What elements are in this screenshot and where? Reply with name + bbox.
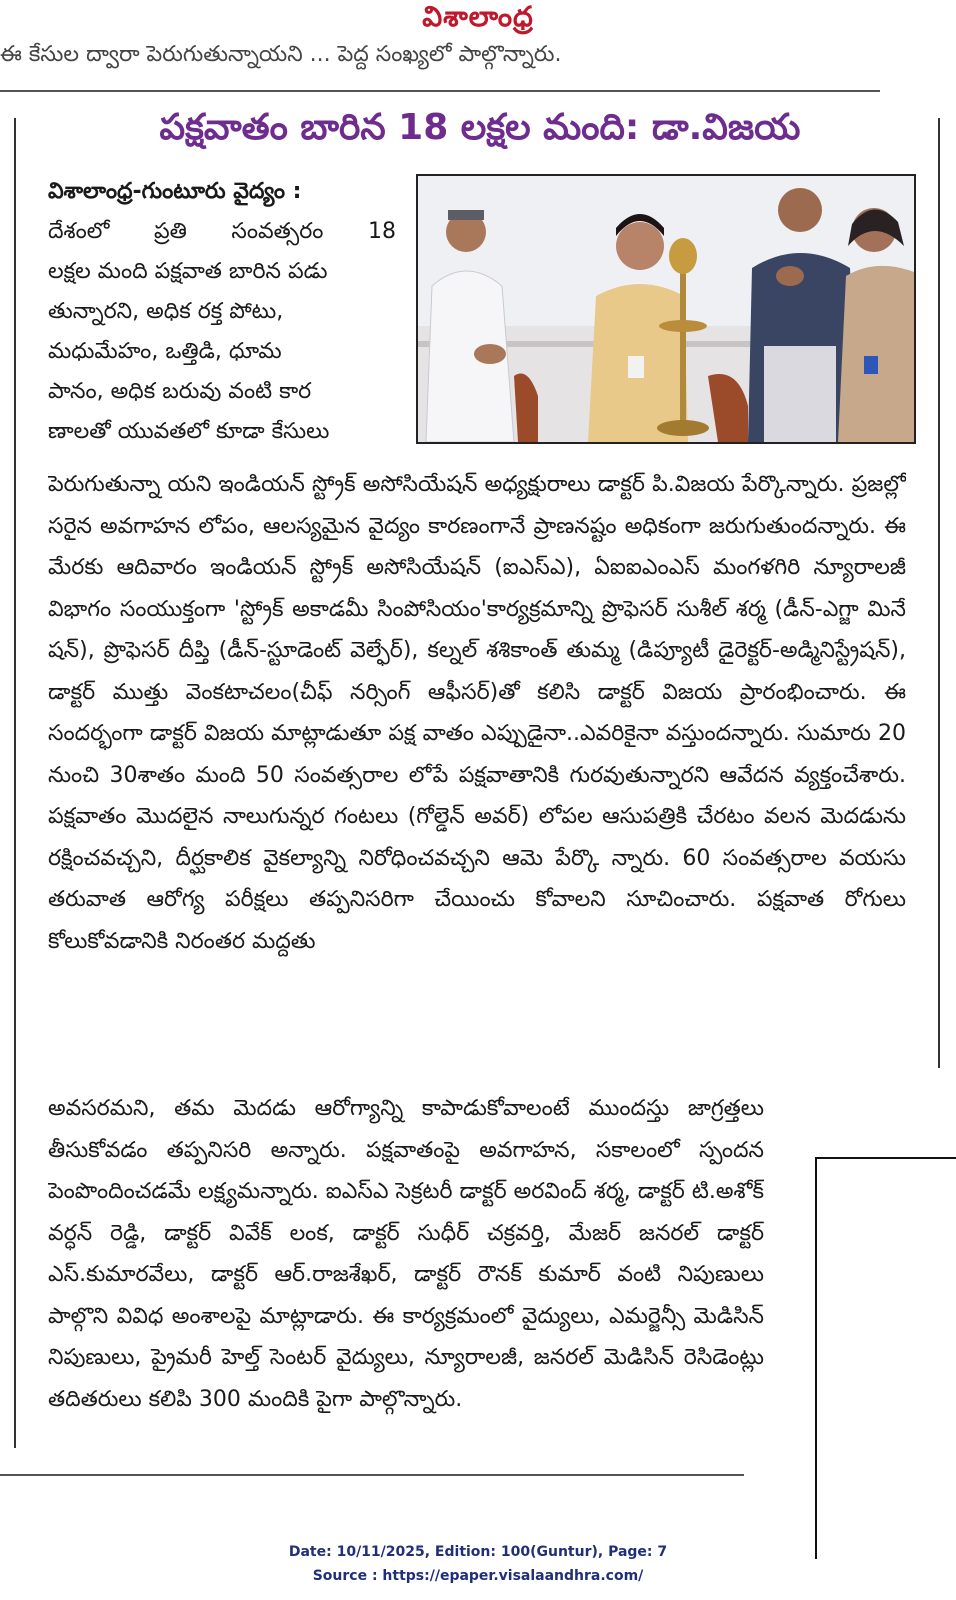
right-rule xyxy=(938,118,940,1068)
body-column-beside-photo xyxy=(48,212,396,452)
source-footer xyxy=(0,1540,956,1588)
article-body-full: పెరుగుతున్నా యని ఇండియన్ స్ట్రోక్ అసోసియేషన్ అధ్యక్షురాలు డాక్టర్ పి.విజయ పేర్కొన్నారు. ప్రజల్లో సరైన అవగాహన లోపం, ఆలస్యమైన వైద్యం కారణంగానే ప్రాణనష్టం అధికంగా జరుగుతుందన్నారు. ఈ మేరకు ఆదివారం ఇండియన్ స్ట్రోక్ అసోసియేషన్ (ఐఎస్ఎ), ఏఐఐఎంఎస్ మంగళగిరి న్యూరాలజీ విభాగం సంయుక్తంగా 'స్ట్రోక్ అకాడమీ సింపోసియం'కార్యక్రమాన్ని ప్రొఫెసర్ సుశీల్ శర్మ (డీన్-ఎగ్జా మినే షన్), ప్రొఫెసర్ దీప్తి (డీన్-స్టూడెంట్ వెల్ఫేర్), కల్నల్ శశికాంత్ తుమ్మ (డిప్యూటీ డైరెక్టర్-అడ్మినిస్ట్రేషన్), డాక్టర్ ముత్తు వెంకటాచలం(చీఫ్ నర్సింగ్ ఆఫీసర్)తో కలిసి డాక్టర్ విజయ ప్రారంభించారు. ఈ సందర్భంగా డాక్టర్ విజయ మాట్లాడుతూ పక్ష వాతం ఎప్పుడైనా..ఎవరికైనా వస్తుందన్నారు. సుమారు 20 నుంచి 30శాతం మంది 50 సంవత్సరాల లోపే పక్షవాతానికి గురవుతున్నారని ఆవేదన వ్యక్తంచేశారు. పక్షవాతం మొదలైన నాలుగున్నర గంటలు (గోల్డెన్ అవర్) లోపల ఆసుపత్రికి చేరటం వలన మెదడును రక్షించవచ్చని, దీర్ఘకాలిక వైకల్యాన్ని నిరోధించవచ్చని ఆమె పేర్కొ న్నారు. 60 సంవత్సరాల వయసు తరువాత ఆరోగ్య పరీక్షలు తప్పనిసరిగా చేయించు కోవాలని సూచించారు. పక్షవాత రోగులు కోలుకోవడానికి నిరంతర మద్దతు xyxy=(48,472,906,954)
body-line: మధుమేహం, ఒత్తిడి, ధూమ xyxy=(48,339,282,364)
left-rule xyxy=(14,118,16,1448)
top-rule xyxy=(0,90,880,92)
article-headline: పక్షవాతం బారిన 18 లక్షల మంది: డా.విజయ xyxy=(159,107,801,148)
footer-date-line: Date: 10/11/2025, Edition: 100(Guntur), Page: 7 xyxy=(288,1544,668,1560)
article-body-narrow: అవసరమని, తమ మెదడు ఆరోగ్యాన్ని కాపాడుకోవాలంటే ముందస్తు జాగ్రత్తలు తీసుకోవడం తప్పనిసరి అన్నారు. పక్షవాతంపై అవగాహన, సకాలంలో స్పందన పెంపొందించడమే లక్ష్యమన్నారు. ఐఎస్ఎ సెక్రటరీ డాక్టర్ అరవింద్ శర్మ, డాక్టర్ టి.అశోక్ వర్ధన్ రెడ్డి, డాక్టర్ వివేక్ లంక, డాక్టర్ సుధీర్ చక్రవర్తి, మేజర్ జనరల్ డాక్టర్ ఎస్.కుమారవేలు, డాక్టర్ ఆర్.రాజశేఖర్, డాక్టర్ రౌనక్ కుమార్ వంటి నిపుణులు పాల్గొని వివిధ అంశాలపై మాట్లాడారు. ఈ కార్యక్రమంలో వైద్యులు, ఎమర్జెన్సీ మెడిసిన్ నిపుణులు, ప్రైమరీ హెల్త్ సెంటర్ వైద్యులు, న్యూరాలజీ, జనరల్ మెడిసిన్ రెసిడెంట్లు తదితరులు కలిపి 300 మందికి పైగా పాల్గొన్నారు. xyxy=(48,1096,764,1412)
body-line: తున్నారని, అధిక రక్త పోటు, xyxy=(48,299,284,324)
body-line: దేశంలో ప్రతి సంవత్సరం 18 xyxy=(48,219,396,244)
article-byline: విశాలాంధ్ర-గుంటూరు వైద్యం : xyxy=(48,179,302,204)
body-line: పానం, అధిక బరువు వంటి కార xyxy=(48,379,312,404)
bottom-rule xyxy=(0,1474,744,1476)
masthead-logo: విశాలాంధ్ర xyxy=(422,0,534,33)
footer-source-line: Source : https://epaper.visalaandhra.com/ xyxy=(312,1568,644,1584)
body-line: ణాలతో యువతలో కూడా కేసులు xyxy=(48,419,330,444)
event-photo xyxy=(416,174,916,444)
body-line: లక్షల మంది పక్షవాత బారిన పడు xyxy=(48,259,328,284)
advertisement-space xyxy=(815,1157,956,1559)
previous-article-fragment: ఈ కేసుల ద్వారా పెరుగుతున్నాయని ... పెద్ద సంఖ్యలో పాల్గొన్నారు. xyxy=(0,42,562,67)
